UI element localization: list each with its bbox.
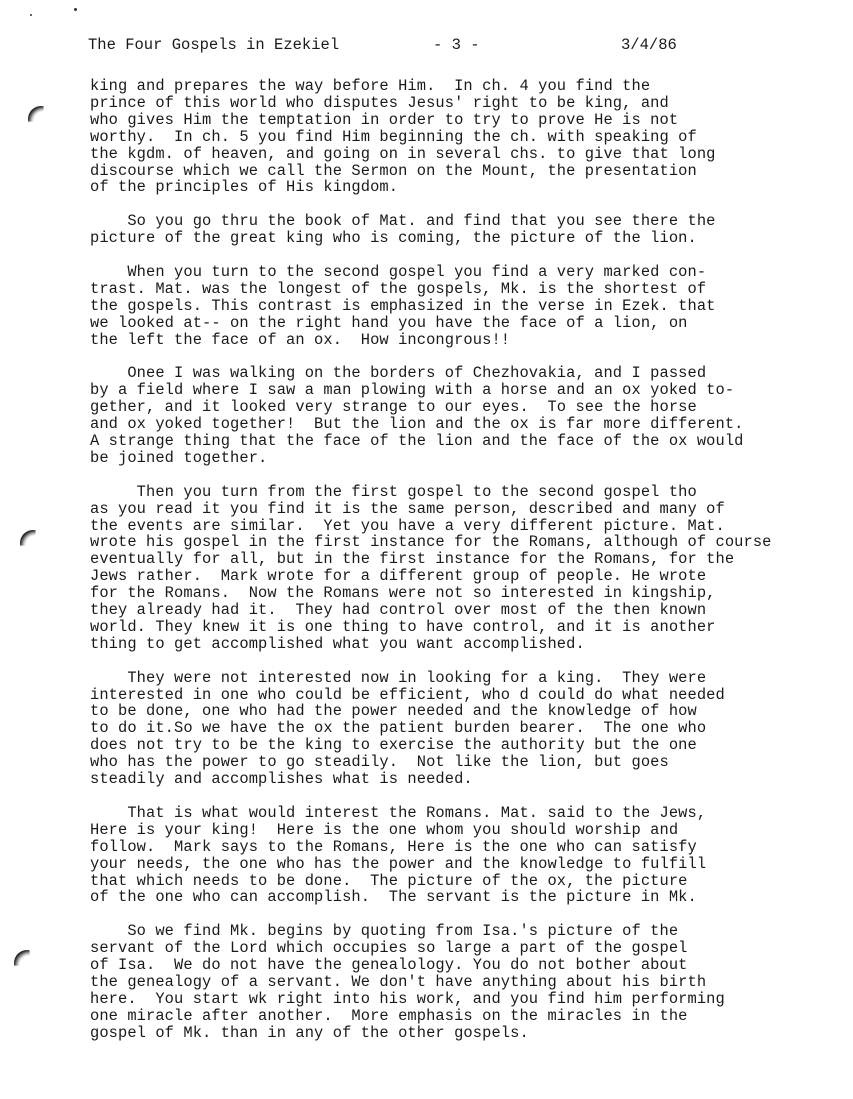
paragraph-6: They were not interested now in looking for a king. They were interested in one who could be efficient, who d could do what needed to be done, one who had the power needed and the knowledge of how to do it.So we have the ox the patient burden bearer. The one who does not try to be the king to exercise the authority but the one who has the power to go steadily. Not like the lion, but goes steadily and accomplishes what is needed. <box>90 668 725 789</box>
paragraph-2: So you go thru the book of Mat. and find that you see there the picture of the great king who is coming, the picture of the lion. <box>90 212 716 248</box>
punch-hole-mark <box>20 530 46 556</box>
paragraph-8: So we find Mk. begins by quoting from Isa.'s picture of the servant of the Lord which occupies so large a part of the gospel of Isa. We do not have the genealology. You do not bother about the genealogy of a servant. We don't have anything about his birth here. You start wk right into his work, and you find him performing one miracle after another. More emphasis on the miracles in the gospel of Mk. than in any of the other gospels. <box>90 922 725 1042</box>
paragraph-7: That is what would interest the Romans. Mat. said to the Jews, Here is your king! Here is the one whom you should worship and follow. Mark says to the Romans, Here is the one who can satisfy your needs, the one who has the power and the knowledge to fulfill that which needs to be done. The picture of the ox, the picture of the one who can accomplish. The servant is the picture in Mk. <box>90 803 707 907</box>
paragraph-3: When you turn to the second gospel you find a very marked con- trast. Mat. was the longest of the gospels, Mk. is the shortest of the gospels. This contrast is emphasized in the verse in Ezek. that we looked at-- on the right hand you have the face of a lion, on the left the face of an ox. How incongrous!! <box>90 262 716 349</box>
body-text <box>90 78 850 1058</box>
page-header <box>88 36 808 56</box>
punch-hole-mark <box>28 106 54 132</box>
paragraph-4: Onee I was walking on the borders of Chezhovakia, and I passed by a field where I saw a man plowing with a horse and an ox yoked to- gether, and it looked very strange to our eyes. To see the horse and ox yoked together! But the lion and the ox is far more different. A strange thing that the face of the lion and the face of the ox would be joined together. <box>90 364 744 467</box>
document-date: 3/4/86 <box>621 36 677 54</box>
paragraph-1: king and prepares the way before Him. In ch. 4 you find the prince of this world who disputes Jesus' right to be king, and who gives Him the temptation in order to try to prove He is not worthy. In ch. 5 you find Him beginning the ch. with speaking of the kgdm. of heaven, and going on in several chs. to give that long discourse which we call the Sermon on the Mount, the presentation of the principles of His kingdom. <box>90 77 716 197</box>
punch-hole-mark <box>14 950 40 976</box>
paragraph-5: Then you turn from the first gospel to the second gospel tho as you read it you find it is the same person, described and many of the events are similar. Yet you have a very different picture. Mat. wrote his gospel in the first instance for the Romans, although of course eventually for all, but in the first instance for the Romans, for the Jews rather. Mark wrote for a different group of people. He wrote for the Romans. Now the Romans were not so interested in kingship, they already had it. They had control over most of the then known world. They knew it is one thing to have control, and it is another thing to get accomplished what you want accomplished. <box>90 482 772 653</box>
page-number: - 3 - <box>433 36 480 54</box>
document-title: The Four Gospels in Ezekiel <box>88 36 340 54</box>
scan-speck <box>30 14 32 16</box>
scan-speck <box>74 8 77 11</box>
